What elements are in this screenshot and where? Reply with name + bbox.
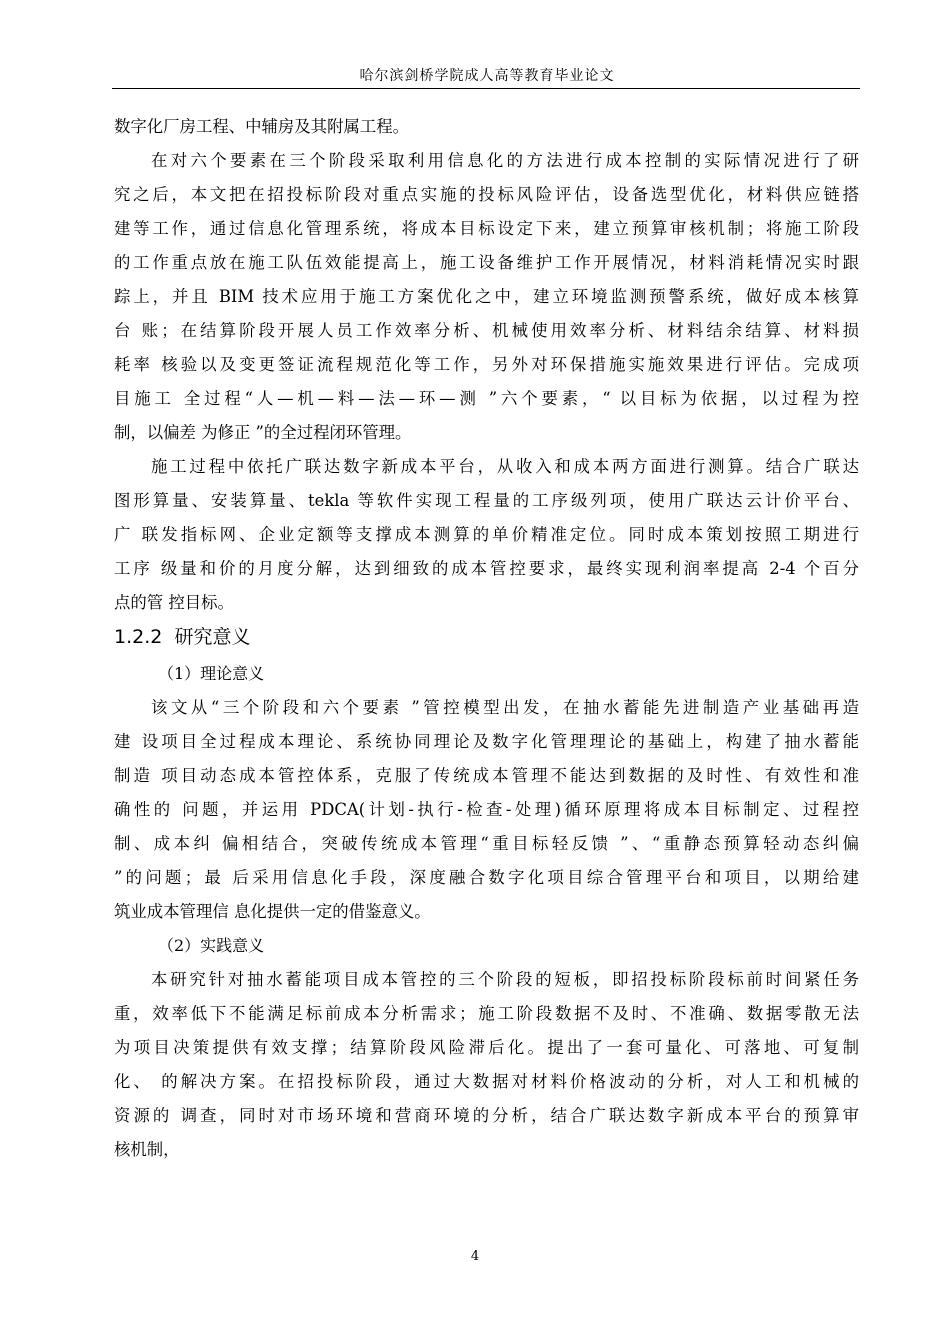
paragraph-line: 点的管 控目标。 xyxy=(114,593,234,612)
section-heading xyxy=(114,617,859,657)
paragraph xyxy=(114,144,859,450)
page-body xyxy=(114,110,859,1167)
subsection-label: （2）实践意义 xyxy=(158,936,265,955)
section-number: 1.2.2 xyxy=(114,626,163,648)
paragraph-line: 制，以偏差 为修正 ”的全过程闭环管理。 xyxy=(114,423,412,442)
page-number: 4 xyxy=(470,1249,480,1264)
paragraph-line: 图形算量、安装算量、tekla 等软件实现工程量的工序级列项，使用广联达云计价平台、 xyxy=(114,491,859,510)
paragraph-line: 重，效率低下不能满足标前成本分析需求；施工阶段数据不及时、不准确、数据零散无法 xyxy=(114,1004,859,1023)
paragraph-line: 目施工 全过程“人—机—料—法—环—测 ”六个要素，“ 以目标为依据，以过程为控 xyxy=(114,389,859,408)
paragraph-line: 制造 项目动态成本管控体系，克服了传统成本管理不能达到数据的及时性、有效性和准 xyxy=(114,766,859,785)
paragraph-line: 该文从“三个阶段和六个要素 ”管控模型出发，在抽水蓄能先进制造产业基础再造 xyxy=(151,698,859,717)
paragraph-line: 资源的 调查，同时对市场环境和营商环境的分析，结合广联达数字新成本平台的预算审 xyxy=(114,1106,859,1125)
paragraph-line: 化、 的解决方案。在招投标阶段，通过大数据对材料价格波动的分析，对人工和机械的 xyxy=(114,1072,859,1091)
header-rule xyxy=(112,88,860,89)
paragraph-line: 的工作重点放在施工队伍效能提高上，施工设备维护工作开展情况，材料消耗情况实时跟 xyxy=(114,253,859,272)
paragraph-line: 制、成本纠 偏相结合，突破传统成本管理“重目标轻反馈 ”、“重静态预算轻动态纠偏 xyxy=(114,834,859,853)
paragraph-line: 施工过程中依托广联达数字新成本平台，从收入和成本两方面进行测算。结合广联达 xyxy=(151,457,859,476)
paragraph xyxy=(114,450,859,620)
page-header: 哈尔滨剑桥学院成人高等教育毕业论文 xyxy=(359,68,615,84)
paragraph-line: 为项目决策提供有效支撑；结算阶段风险滞后化。提出了一套可量化、可落地、可复制 xyxy=(114,1038,859,1057)
paragraph-line: 工序 级量和价的月度分解，达到细致的成本管控要求，最终实现利润率提高 2-4 个百分 xyxy=(114,559,859,578)
paragraph-line: 广 联发指标网、企业定额等支撑成本测算的单价精准定位。同时成本策划按照工期进行 xyxy=(114,525,859,544)
paragraph-line: 耗率 核验以及变更签证流程规范化等工作，另外对环保措施实施效果进行评估。完成项 xyxy=(114,355,859,374)
paragraph-line: 核机制， xyxy=(114,1140,180,1159)
subsection xyxy=(114,929,859,1167)
paragraph-line: 建等工作，通过信息化管理系统，将成本目标设定下来，建立预算审核机制；将施工阶段 xyxy=(114,219,859,238)
paragraph-line: ”的问题；最 后采用信息化手段，深度融合数字化项目综合管理平台和项目，以期给建 xyxy=(114,868,859,887)
paragraph-line: 本研究针对抽水蓄能项目成本管控的三个阶段的短板，即招投标阶段标前时间紧任务 xyxy=(151,970,859,989)
paragraph-line: 踪上，并且 BIM 技术应用于施工方案优化之中，建立环境监测预警系统，做好成本核算 xyxy=(114,287,859,306)
paragraph-line: 在对六个要素在三个阶段采取利用信息化的方法进行成本控制的实际情况进行了研 xyxy=(151,151,859,170)
paragraph-line: 建 设项目全过程成本理论、系统协同理论及数字化管理理论的基础上，构建了抽水蓄能 xyxy=(114,732,859,751)
paragraph xyxy=(114,110,859,144)
paragraph-line: 筑业成本管理信 息化提供一定的借鉴意义。 xyxy=(114,902,431,921)
section-title: 研究意义 xyxy=(174,626,251,648)
subsection xyxy=(114,657,859,929)
paragraph-line: 确性的 问题，并运用 PDCA(计划-执行-检查-处理)循环原理将成本目标制定、过程控 xyxy=(114,800,859,819)
paragraph-line: 究之后，本文把在招投标阶段对重点实施的投标风险评估，设备选型优化，材料供应链搭 xyxy=(114,185,859,204)
paragraph-line: 台 账；在结算阶段开展人员工作效率分析、机械使用效率分析、材料结余结算、材料损 xyxy=(114,321,859,340)
subsection-label: （1）理论意义 xyxy=(158,664,265,683)
paragraph-line: 数字化厂房工程、中辅房及其附属工程。 xyxy=(114,117,410,136)
